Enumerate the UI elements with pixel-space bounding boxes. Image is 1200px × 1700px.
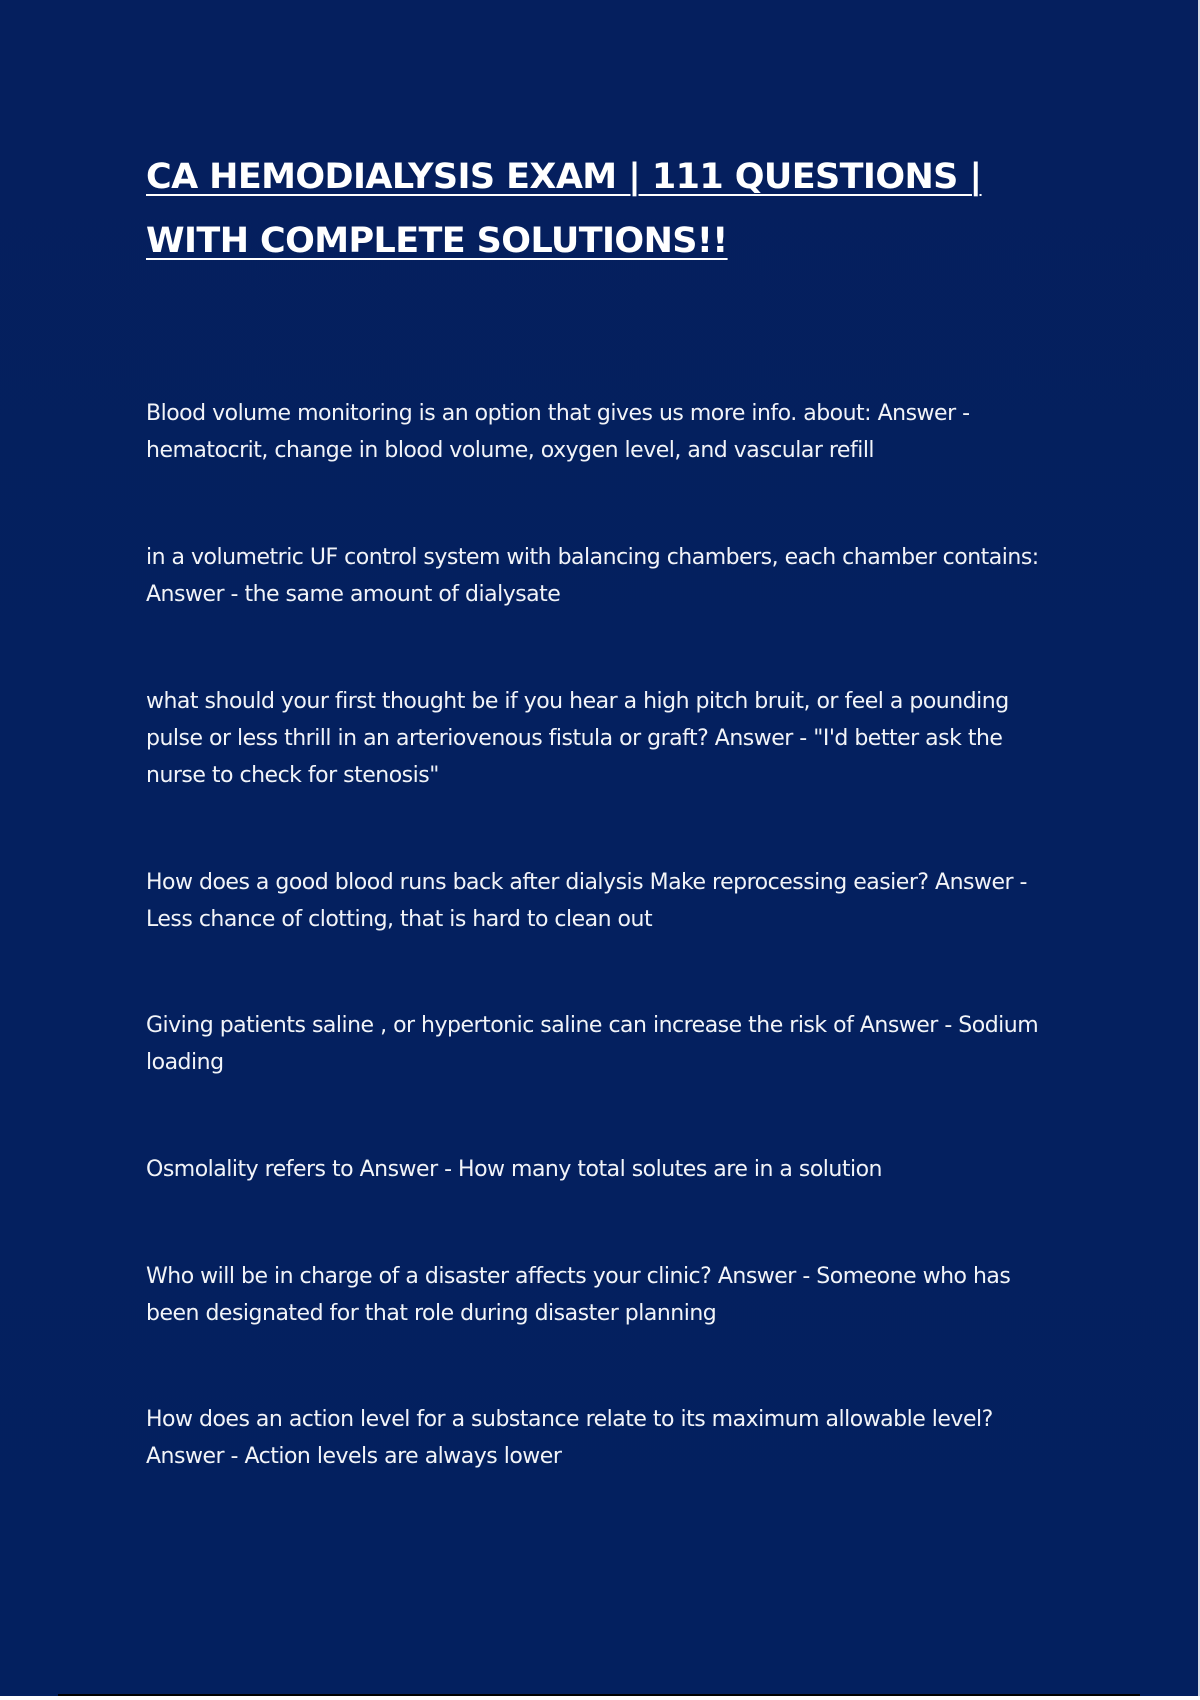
qa-item: How does a good blood runs back after dialysis Make reprocessing easier? Answer - Less chance of clotting, that is hard to clean out [146, 870, 1027, 932]
qa-item: How does an action level for a substance relate to its maximum allowable level? Answer - Action levels are always lower [146, 1407, 993, 1469]
qa-item: Giving patients saline , or hypertonic saline can increase the risk of Answer - Sodium loading [146, 1013, 1039, 1075]
document-title: CA HEMODIALYSIS EXAM | 111 QUESTIONS | WITH COMPLETE SOLUTIONS!! [146, 157, 982, 261]
qa-item: Blood volume monitoring is an option that gives us more info. about: Answer - hematocrit, change in blood volume, oxygen level, and vascular refill [146, 401, 970, 463]
qa-item: in a volumetric UF control system with balancing chambers, each chamber contains: Answer - the same amount of dialysate [146, 545, 1039, 607]
qa-item: Who will be in charge of a disaster affects your clinic? Answer - Someone who has been designated for that role during disaster planning [146, 1264, 1011, 1326]
qa-item: what should your first thought be if you hear a high pitch bruit, or feel a pounding pulse or less thrill in an arteriovenous fistula or graft? Answer - "I'd better ask the nurse to check for stenosis" [146, 689, 1009, 788]
bottom-divider [58, 1694, 1140, 1696]
qa-item: Osmolality refers to Answer - How many total solutes are in a solution [146, 1157, 882, 1182]
